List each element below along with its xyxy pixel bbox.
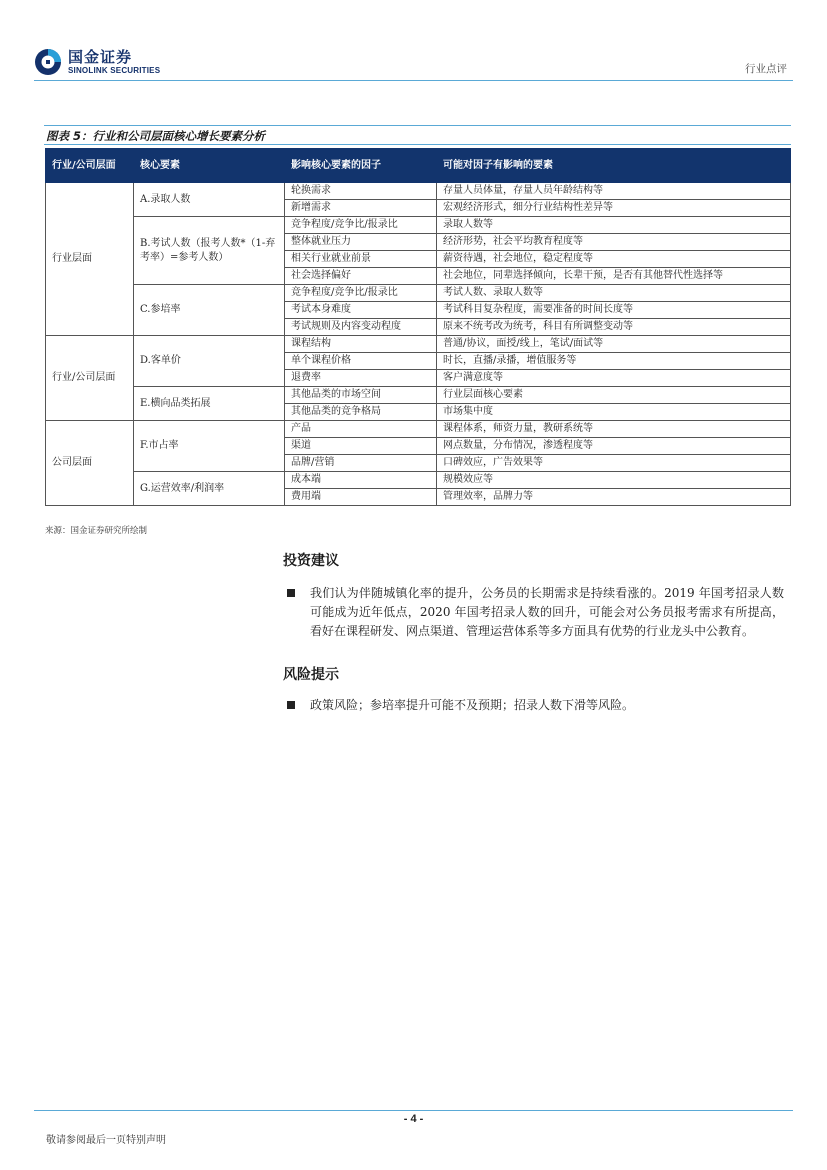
core-element-cell: E.横向品类拓展 — [134, 387, 285, 421]
influence-cell: 经济形势，社会平均教育程度等 — [437, 234, 791, 251]
footer-divider — [34, 1110, 793, 1111]
table-row — [46, 183, 791, 200]
footer-disclaimer: 敬请参阅最后一页特别声明 — [46, 1135, 166, 1146]
factor-cell: 轮换需求 — [285, 183, 437, 200]
factor-cell: 其他品类的市场空间 — [285, 387, 437, 404]
level-cell: 公司层面 — [46, 421, 134, 506]
column-header-factor: 影响核心要素的因子 — [285, 149, 437, 183]
table-row — [46, 387, 791, 404]
table-row — [46, 285, 791, 302]
core-element-cell: D.客单价 — [134, 336, 285, 387]
logo-mark-icon — [34, 48, 62, 76]
bullet-text: 政策风险；参培率提升可能不及预期；招录人数下滑等风险。 — [310, 698, 635, 712]
factor-cell: 品牌/营销 — [285, 455, 437, 472]
company-logo — [34, 48, 160, 76]
section-title-risk: 风险提示 — [283, 667, 339, 683]
figure-source: 来源：国金证券研究所绘制 — [45, 526, 148, 536]
influence-cell: 普通/协议，面授/线上，笔试/面试等 — [437, 336, 791, 353]
influence-cell: 薪资待遇，社会地位，稳定程度等 — [437, 251, 791, 268]
factor-cell: 产品 — [285, 421, 437, 438]
bullet-square-icon — [287, 701, 295, 709]
column-header-core-element: 核心要素 — [134, 149, 285, 183]
influence-cell: 口碑效应，广告效果等 — [437, 455, 791, 472]
table-row — [46, 336, 791, 353]
level-cell: 行业层面 — [46, 183, 134, 336]
table-row — [46, 421, 791, 438]
figure-title-rule — [44, 144, 791, 145]
section-title-investment-advice: 投资建议 — [283, 553, 339, 569]
level-cell: 行业/公司层面 — [46, 336, 134, 421]
table-row — [46, 472, 791, 489]
influence-cell: 行业层面核心要素 — [437, 387, 791, 404]
influence-cell: 社会地位，同辈选择倾向，长辈干预，是否有其他替代性选择等 — [437, 268, 791, 285]
influence-cell: 考试科目复杂程度，需要准备的时间长度等 — [437, 302, 791, 319]
report-type-label: 行业点评 — [745, 63, 787, 75]
table-header-row — [46, 149, 791, 183]
influence-cell: 录取人数等 — [437, 217, 791, 234]
factor-cell: 成本端 — [285, 472, 437, 489]
influence-cell: 规模效应等 — [437, 472, 791, 489]
table-row — [46, 217, 791, 234]
bullet-text: 我们认为伴随城镇化率的提升，公务员的长期需求是持续看涨的。2019 年国考招录人数可能成为近年低点，2020 年国考招录人数的回升，可能会对公务员报考需求有所提高，看好在课程研发、网点渠道、管理运营体系等多方面具有优势的行业龙头中公教育。 — [310, 586, 784, 638]
core-element-cell: C.参培率 — [134, 285, 285, 336]
core-element-cell: F.市占率 — [134, 421, 285, 472]
table-body — [46, 183, 791, 506]
core-element-cell: G.运营效率/利润率 — [134, 472, 285, 506]
header-divider — [34, 80, 793, 81]
influence-cell: 市场集中度 — [437, 404, 791, 421]
factor-cell: 社会选择偏好 — [285, 268, 437, 285]
column-header-level: 行业/公司层面 — [46, 149, 134, 183]
core-element-cell: B.考试人数（报考人数*（1-弃考率）=参考人数） — [134, 217, 285, 285]
factor-cell: 考试本身难度 — [285, 302, 437, 319]
influence-cell: 考试人数、录取人数等 — [437, 285, 791, 302]
factor-cell: 竞争程度/竞争比/报录比 — [285, 217, 437, 234]
influence-cell: 宏观经济形式，细分行业结构性差异等 — [437, 200, 791, 217]
factor-cell: 退费率 — [285, 370, 437, 387]
logo-chinese-name: 国金证券 — [68, 47, 133, 66]
core-element-cell: A.录取人数 — [134, 183, 285, 217]
factor-cell: 单个课程价格 — [285, 353, 437, 370]
factor-cell: 相关行业就业前景 — [285, 251, 437, 268]
factor-cell: 费用端 — [285, 489, 437, 506]
factor-cell: 整体就业压力 — [285, 234, 437, 251]
factor-cell: 其他品类的竞争格局 — [285, 404, 437, 421]
logo-english-name: SINOLINK SECURITIES — [68, 65, 161, 75]
factor-cell: 竞争程度/竞争比/报录比 — [285, 285, 437, 302]
figure-title: 图表 5：行业和公司层面核心增长要素分析 — [46, 129, 266, 143]
factor-cell: 渠道 — [285, 438, 437, 455]
figure-top-rule — [44, 125, 791, 126]
factor-cell: 考试规则及内容变动程度 — [285, 319, 437, 336]
influence-cell: 客户满意度等 — [437, 370, 791, 387]
bullet-risk — [287, 696, 784, 715]
influence-cell: 时长，直播/录播，增值服务等 — [437, 353, 791, 370]
bullet-investment-advice — [287, 584, 784, 641]
page-number: - 4 - — [403, 1113, 424, 1125]
bullet-square-icon — [287, 589, 295, 597]
influence-cell: 管理效率，品牌力等 — [437, 489, 791, 506]
factor-cell: 课程结构 — [285, 336, 437, 353]
influence-cell: 存量人员体量，存量人员年龄结构等 — [437, 183, 791, 200]
growth-factors-table — [45, 148, 791, 506]
influence-cell: 原来不统考改为统考，科目有所调整变动等 — [437, 319, 791, 336]
factor-cell: 新增需求 — [285, 200, 437, 217]
column-header-influence: 可能对因子有影响的要素 — [437, 149, 791, 183]
influence-cell: 网点数量，分布情况，渗透程度等 — [437, 438, 791, 455]
influence-cell: 课程体系，师资力量，教研系统等 — [437, 421, 791, 438]
